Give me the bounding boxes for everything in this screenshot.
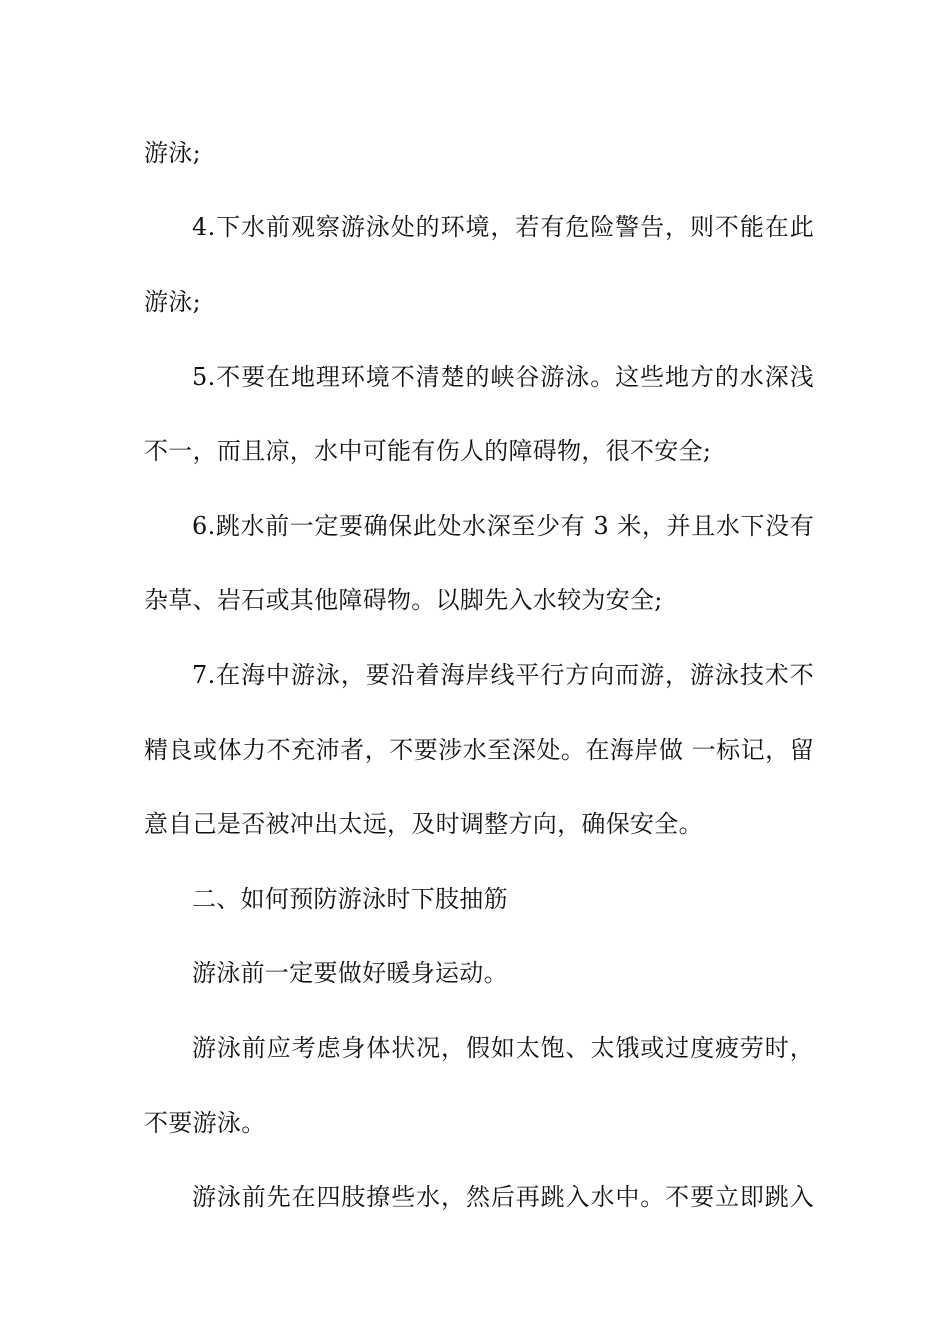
text-line: 游泳前先在四肢撩些水，然后再跳入水中。不要立即跳入 xyxy=(192,1183,814,1211)
section-heading: 二、如何预防游泳时下肢抽筋 xyxy=(192,885,508,913)
text-line: 游泳; xyxy=(144,139,201,167)
text-line: 游泳前一定要做好暖身运动。 xyxy=(192,959,508,987)
text-line: 4.下水前观察游泳处的环境，若有危险警告，则不能在此 xyxy=(192,213,814,241)
text-line: 杂草、岩石或其他障碍物。以脚先入水较为安全; xyxy=(144,586,663,614)
text-line: 游泳前应考虑身体状况，假如太饱、太饿或过度疲劳时， xyxy=(192,1034,814,1062)
text-line: 精良或体力不充沛者，不要涉水至深处。在海岸做 一标记，留 xyxy=(144,736,814,764)
text-line: 6.跳水前一定要确保此处水深至少有 3 米，并且水下没有 xyxy=(192,512,814,540)
text-line: 不一，而且凉，水中可能有伤人的障碍物，很不安全; xyxy=(144,437,712,465)
text-line: 游泳; xyxy=(144,288,201,316)
text-line: 7.在海中游泳，要沿着海岸线平行方向而游，游泳技术不 xyxy=(192,661,814,689)
text-line: 5.不要在地理环境不清楚的峡谷游泳。这些地方的水深浅 xyxy=(192,363,814,391)
text-line: 不要游泳。 xyxy=(144,1109,266,1137)
text-line: 意自己是否被冲出太远，及时调整方向，确保安全。 xyxy=(144,810,703,838)
